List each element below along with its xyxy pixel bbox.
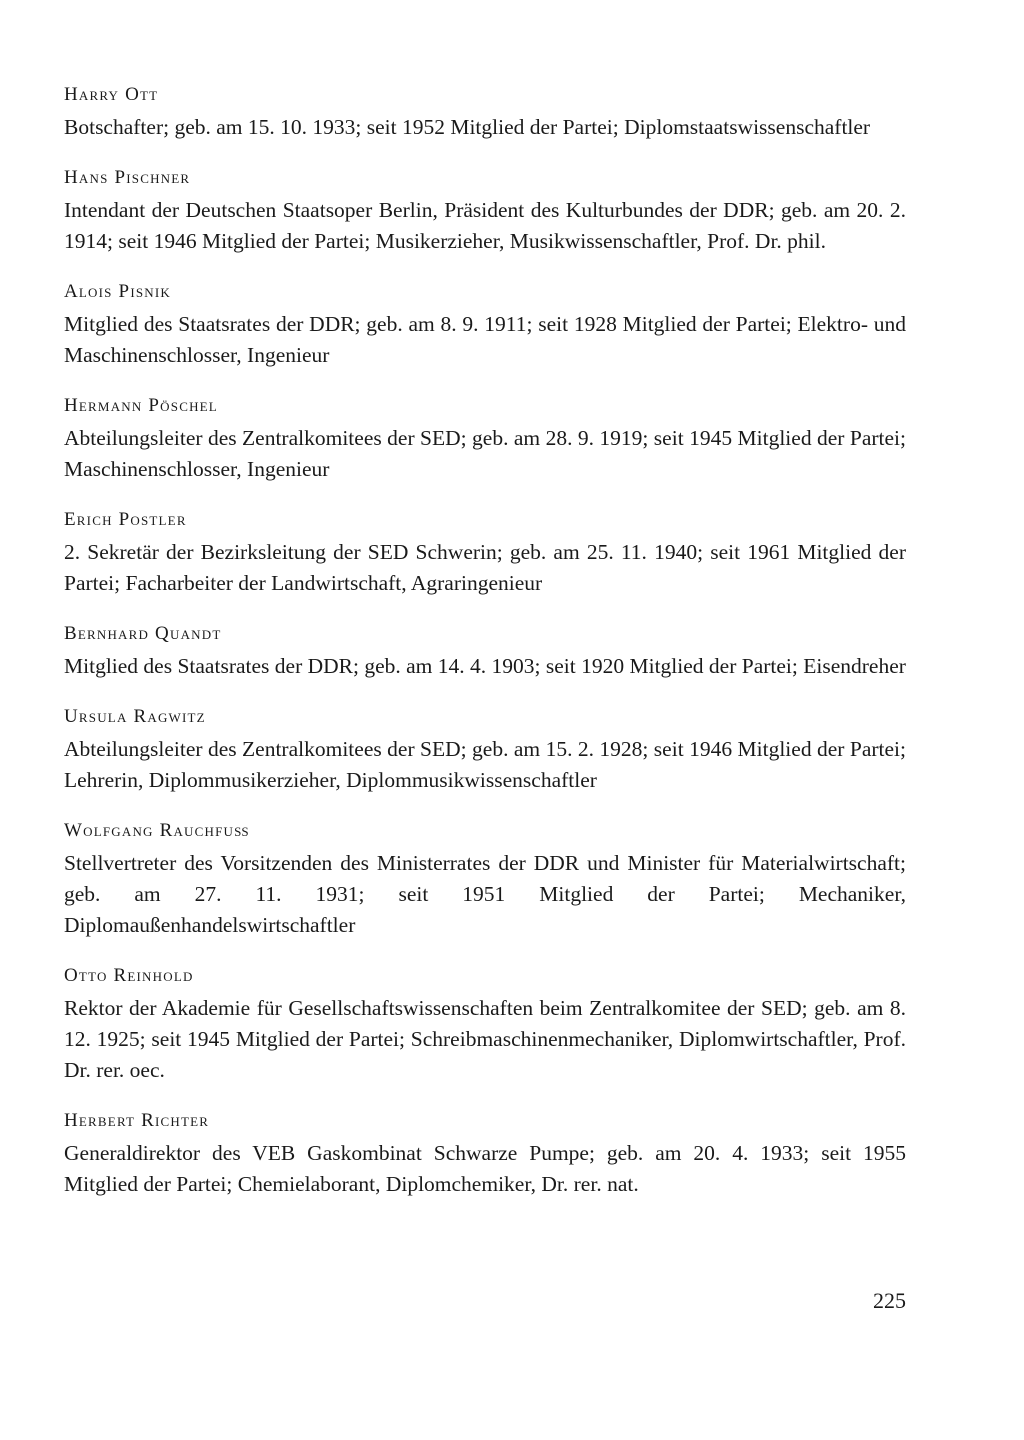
entry-description: Stellvertreter des Vorsitzenden des Ministerrates der DDR und Minister für Materialwirtschaft; geb. am 27. 11. 1931; seit 1951 Mitglied der Partei; Mechaniker, Diplomaußenhandelswirtschaftler xyxy=(64,851,906,937)
entry-name: Harry Ott xyxy=(64,84,159,105)
entry-name: Herbert Richter xyxy=(64,1110,210,1131)
entry-name: Hermann Pöschel xyxy=(64,395,218,416)
entry-alois-pisnik xyxy=(64,279,906,371)
entry-description: Botschafter; geb. am 15. 10. 1933; seit 1952 Mitglied der Partei; Diplomstaatswissenschaftler xyxy=(64,115,871,139)
entry-name: Bernhard Quandt xyxy=(64,623,222,644)
entry-description: Generaldirektor des VEB Gaskombinat Schwarze Pumpe; geb. am 20. 4. 1933; seit 1955 Mitglied der Partei; Chemielaborant, Diplomchemiker, Dr. rer. nat. xyxy=(64,1141,906,1196)
entry-name: Ursula Ragwitz xyxy=(64,706,206,727)
entry-description: Abteilungsleiter des Zentralkomitees der SED; geb. am 28. 9. 1919; seit 1945 Mitglied der Partei; Maschinenschlosser, Ingenieur xyxy=(64,426,906,481)
entry-description: Rektor der Akademie für Gesellschaftswissenschaften beim Zentralkomitee der SED; geb. am 8. 12. 1925; seit 1945 Mitglied der Partei; Schreibmaschinenmechaniker, Diplomwirtschaftler, Prof. Dr. rer. oec. xyxy=(64,996,906,1082)
entry-name: Erich Postler xyxy=(64,509,187,530)
entry-description: Mitglied des Staatsrates der DDR; geb. am 8. 9. 1911; seit 1928 Mitglied der Partei; Elektro- und Maschinenschlosser, Ingenieur xyxy=(64,312,906,367)
entry-erich-postler xyxy=(64,507,906,599)
entry-harry-ott xyxy=(64,82,906,143)
entry-wolfgang-rauchfuss xyxy=(64,818,906,941)
entry-description: Intendant der Deutschen Staatsoper Berlin, Präsident des Kulturbundes der DDR; geb. am 20. 2. 1914; seit 1946 Mitglied der Partei; Musikerzieher, Musikwissenschaftler, Prof. Dr. phil. xyxy=(64,198,906,253)
entry-name: Otto Reinhold xyxy=(64,965,194,986)
entry-description: 2. Sekretär der Bezirksleitung der SED Schwerin; geb. am 25. 11. 1940; seit 1961 Mitglied der Partei; Facharbeiter der Landwirtschaft, Agraringenieur xyxy=(64,540,906,595)
entry-name: Alois Pisnik xyxy=(64,281,171,302)
entry-bernhard-quandt xyxy=(64,621,906,682)
entry-name: Hans Pischner xyxy=(64,167,191,188)
entry-description: Abteilungsleiter des Zentralkomitees der SED; geb. am 15. 2. 1928; seit 1946 Mitglied der Partei; Lehrerin, Diplommusikerzieher, Diplommusikwissenschaftler xyxy=(64,737,906,792)
entry-otto-reinhold xyxy=(64,963,906,1086)
entry-name: Wolfgang Rauchfuß xyxy=(64,820,250,841)
entry-herbert-richter xyxy=(64,1108,906,1200)
entry-hans-pischner xyxy=(64,165,906,257)
entry-hermann-poeschel xyxy=(64,393,906,485)
page-number: 225 xyxy=(873,1288,906,1313)
entry-ursula-ragwitz xyxy=(64,704,906,796)
entry-description: Mitglied des Staatsrates der DDR; geb. am 14. 4. 1903; seit 1920 Mitglied der Partei; Eisendreher xyxy=(64,654,906,678)
document-page xyxy=(64,82,906,1222)
